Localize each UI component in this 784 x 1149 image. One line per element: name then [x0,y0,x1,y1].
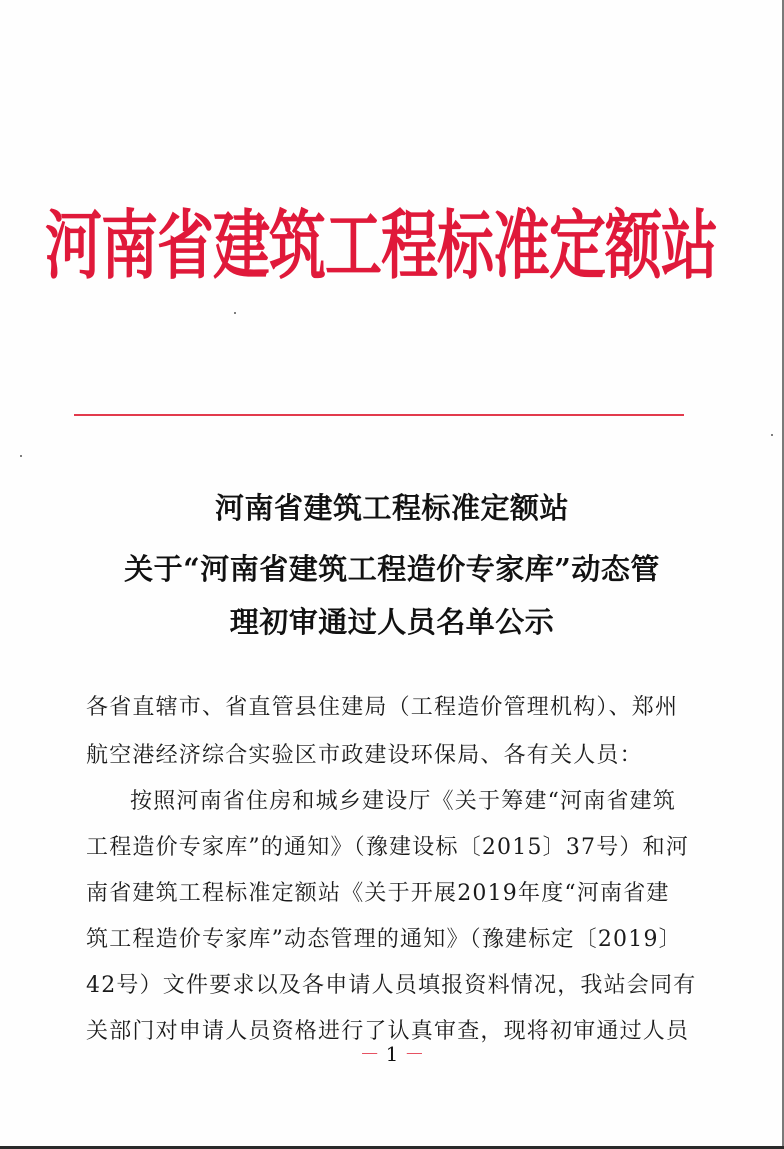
body-line-paragraph-5: 42号）文件要求以及各申请人员填报资料情况，我站会同有 [86,973,697,998]
scan-speck [771,434,773,436]
page-number-value: 1 [385,1042,399,1066]
body-line-addressee-2: 航空港经济综合实验区市政建设环保局、各有关人员： [86,743,643,768]
body-line-paragraph-3: 南省建筑工程标准定额站《关于开展2019年度“河南省建 [86,881,670,906]
scan-speck [20,455,22,457]
document-title-line-1: 河南省建筑工程标准定额站 [214,491,569,525]
document-title-line-2: 关于“河南省建筑工程造价专家库”动态管 [124,552,660,586]
scan-speck [234,312,236,314]
letterhead-divider [74,414,684,416]
page-number-dash-right: － [404,1042,425,1066]
document-title-line-3: 理初审通过人员名单公示 [229,605,555,639]
body-line-paragraph-1: 按照河南省住房和城乡建设厅《关于筹建“河南省建筑 [130,789,677,814]
page-number-dash-left: － [359,1042,380,1066]
body-line-paragraph-4: 筑工程造价专家库”动态管理的通知》（豫建标定〔2019〕 [86,927,682,952]
letterhead-org-name: 河南省建筑工程标准定额站 [45,201,717,291]
body-line-paragraph-6: 关部门对申请人员资格进行了认真审查，现将初审通过人员 [86,1019,690,1044]
page-number [342,1038,442,1067]
body-line-paragraph-2: 工程造价专家库”的通知》（豫建设标〔2015〕37号）和河 [86,835,690,860]
body-line-addressee-1: 各省直辖市、省直管县住建局（工程造价管理机构）、郑州 [86,695,679,720]
